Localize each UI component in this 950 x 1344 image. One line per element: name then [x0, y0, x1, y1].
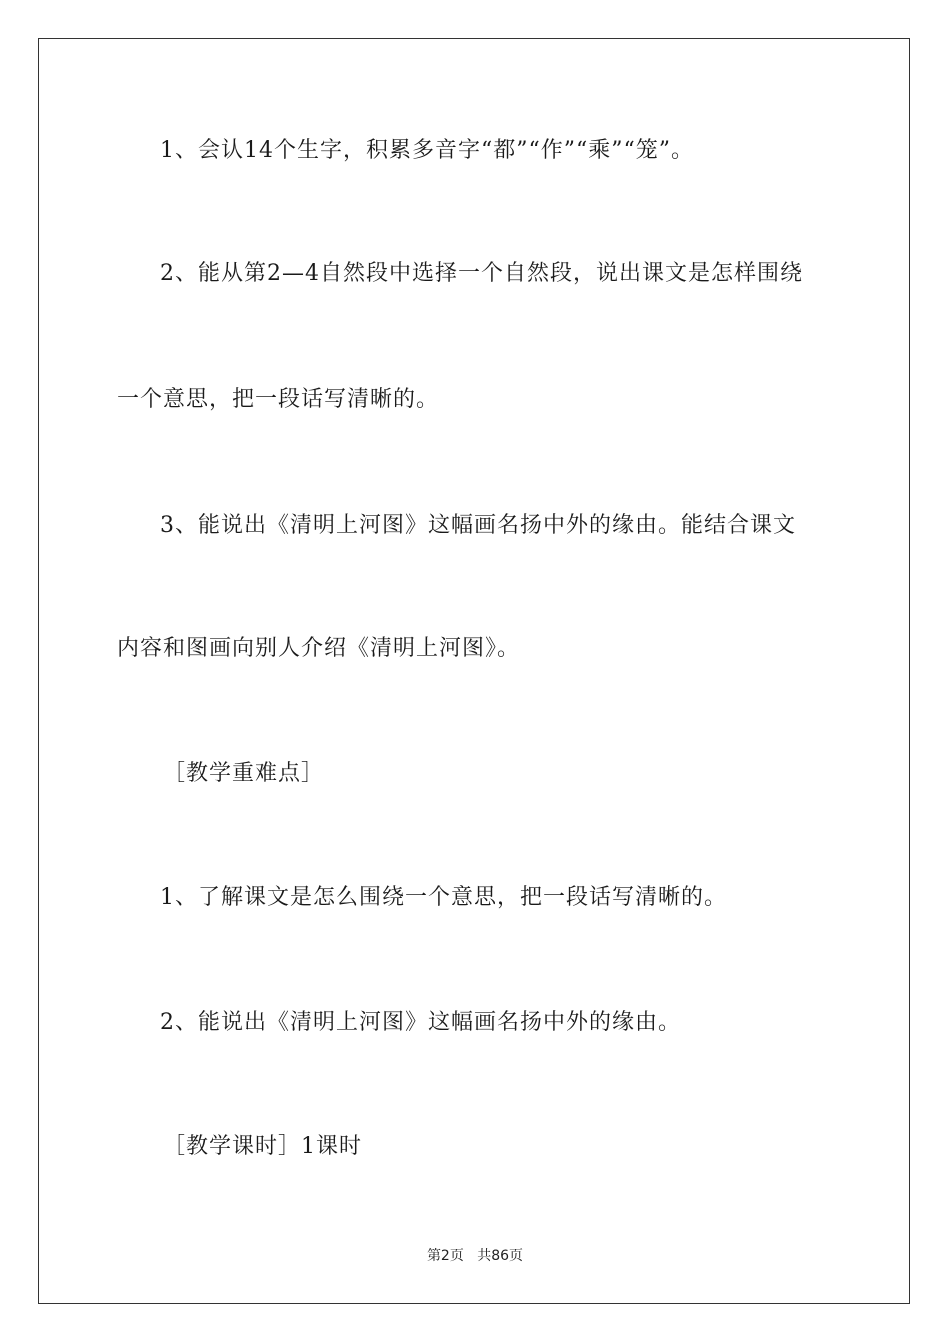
objective-2-continued: 一个意思，把一段话写清晰的。: [117, 387, 440, 412]
objective-3-continued: 内容和图画向别人介绍《清明上河图》。: [117, 636, 521, 661]
key-point-2: 2、能说出《清明上河图》这幅画名扬中外的缘由。: [160, 1010, 681, 1035]
objective-3: 3、能说出《清明上河图》这幅画名扬中外的缘由。能结合课文: [160, 513, 796, 538]
page-footer: [0, 1246, 950, 1266]
page-total: 共86页: [477, 1248, 524, 1264]
key-point-1: 1、了解课文是怎么围绕一个意思，把一段话写清晰的。: [160, 885, 727, 910]
objective-1: 1、会认14个生字，积累多音字“都”“作”“乘”“笼”。: [160, 138, 694, 163]
section-heading-key-points: ［教学重难点］: [163, 761, 325, 786]
section-heading-class-hours: ［教学课时］1课时: [163, 1134, 362, 1159]
page-frame: [38, 38, 910, 1304]
page-number: 第2页: [426, 1248, 464, 1264]
objective-2: 2、能从第2—4自然段中选择一个自然段，说出课文是怎样围绕: [160, 261, 803, 286]
